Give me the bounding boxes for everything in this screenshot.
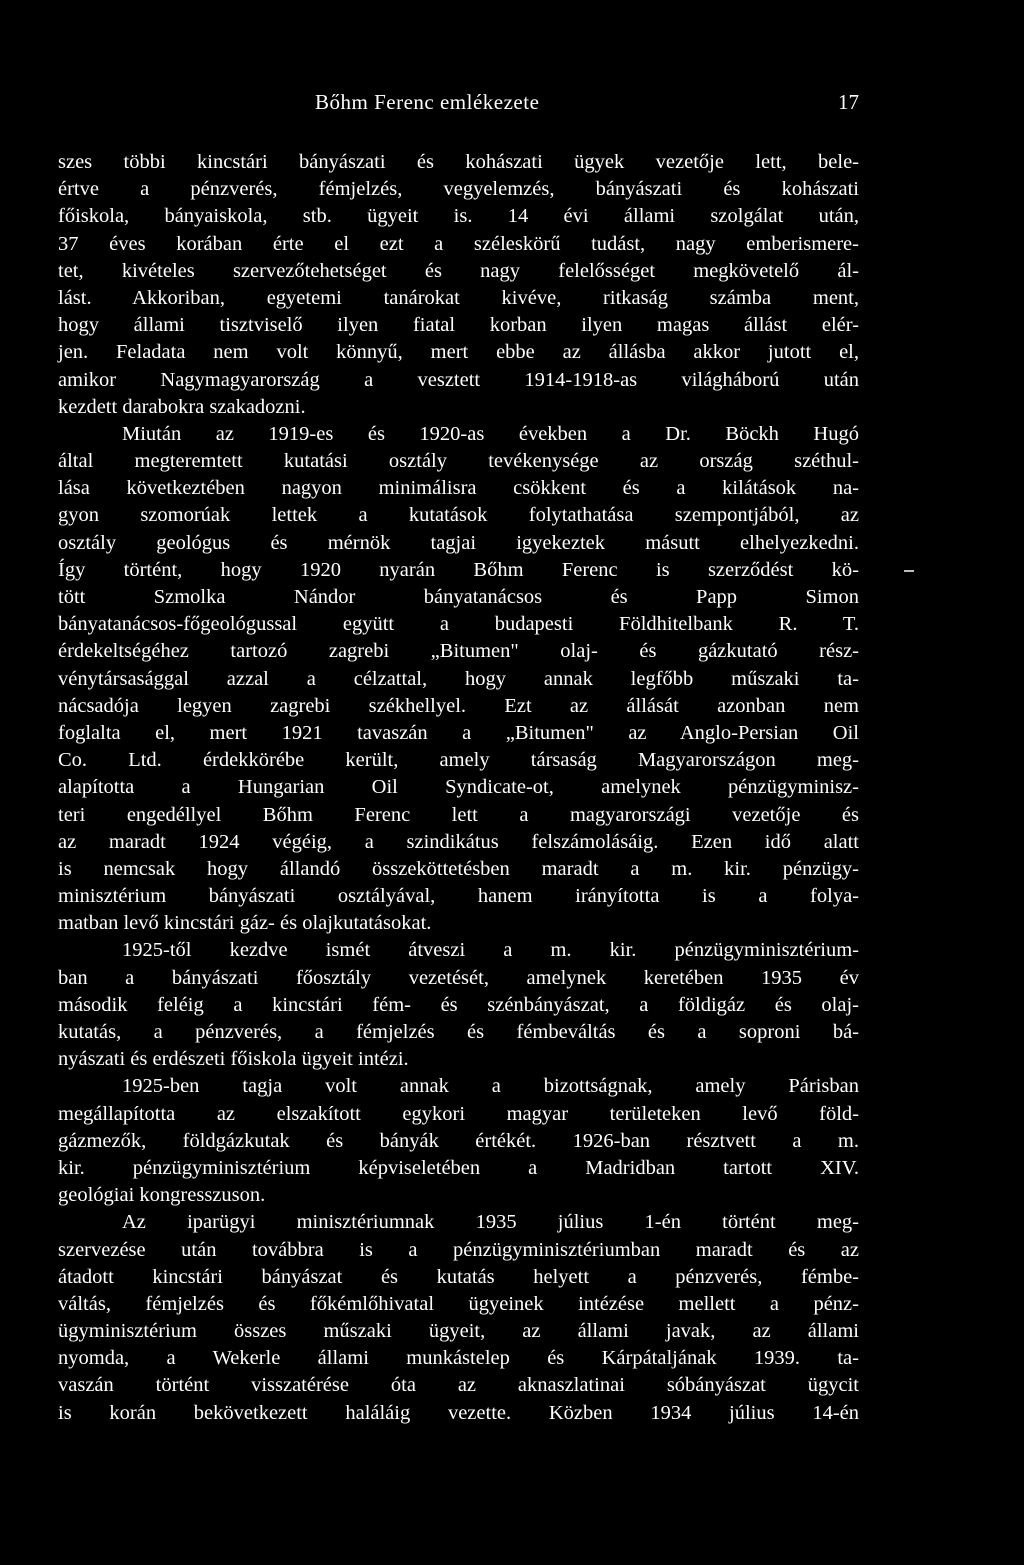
text-line: minisztérium bányászati osztályával, hanem irányította is a folya- bbox=[58, 885, 859, 908]
text-line: értve a pénzverés, fémjelzés, vegyelemzés, bányászati és kohászati bbox=[58, 178, 859, 201]
text-line: az maradt 1924 végéig, a szindikátus felszámolásáig. Ezen idő alatt bbox=[58, 830, 859, 853]
text-line: bányatanácsos-főgeológussal együtt a budapesti Földhitelbank R. T. bbox=[58, 613, 859, 636]
text-line: nyomda, a Wekerle állami munkástelep és Kárpátaljának 1939. ta- bbox=[58, 1347, 859, 1370]
text-line: foglalta el, mert 1921 tavaszán a „Bitumen" az Anglo-Persian Oil bbox=[58, 721, 859, 744]
text-line: teri engedéllyel Bőhm Ferenc lett a magyarországi vezetője és bbox=[58, 803, 859, 826]
text-line: kezdett darabokra szakadozni. bbox=[58, 395, 306, 418]
text-line: gyon szomorúak lettek a kutatások folytathatása szempontjából, az bbox=[58, 504, 859, 527]
text-line: ügyminisztérium összes műszaki ügyeit, az állami javak, az állami bbox=[58, 1320, 859, 1343]
text-line: szes többi kincstári bányászati és kohászati ügyek vezetője lett, bele- bbox=[58, 151, 859, 173]
text-line: 1925-ben tagja volt annak a bizottságnak, amely Párisban bbox=[122, 1075, 859, 1098]
text-line: Co. Ltd. érdekkörébe került, amely társaság Magyarországon meg- bbox=[58, 749, 859, 772]
text-line: alapította a Hungarian Oil Syndicate-ot, amelynek pénzügyminisz- bbox=[58, 776, 859, 799]
text-line: 37 éves korában érte el ezt a széleskörű tudást, nagy emberismere- bbox=[58, 232, 859, 255]
page-header bbox=[315, 90, 859, 118]
margin-dash-mark bbox=[904, 570, 914, 572]
text-line: kutatás, a pénzverés, a fémjelzés és fémbeváltás és a soproni bá- bbox=[58, 1021, 859, 1043]
text-line: gázmezők, földgázkutak és bányák értékét. 1926-ban résztvett a m. bbox=[58, 1129, 859, 1152]
text-line: kir. pénzügyminisztérium képviseletében a Madridban tartott XIV. bbox=[58, 1156, 859, 1179]
text-line: vaszán történt visszatérése óta az aknaszlatinai sóbányászat ügycit bbox=[58, 1374, 859, 1397]
text-line: ban a bányászati főosztály vezetését, amelynek keretében 1935 év bbox=[58, 966, 859, 989]
text-line: szervezése után továbbra is a pénzügyminisztériumban maradt és az bbox=[58, 1238, 859, 1261]
text-line: hogy állami tisztviselő ilyen fiatal korban ilyen magas állást elér- bbox=[58, 314, 859, 337]
text-line: geológiai kongresszuson. bbox=[58, 1184, 266, 1207]
text-line: Így történt, hogy 1920 nyarán Bőhm Ferenc is szerződést kö- bbox=[58, 558, 859, 581]
text-line: vénytársasággal azzal a célzattal, hogy annak legfőbb műszaki ta- bbox=[58, 667, 859, 690]
running-title: Bőhm Ferenc emlékezete bbox=[315, 90, 540, 114]
text-line: nácsadója legyen zagrebi székhellyel. Ezt az állását azonban nem bbox=[58, 694, 859, 717]
text-line: is nemcsak hogy állandó összeköttetésben maradt a m. kir. pénzügy- bbox=[58, 857, 859, 880]
text-line: matban levő kincstári gáz- és olajkutatásokat. bbox=[58, 912, 432, 935]
text-line: lása következtében nagyon minimálisra csökkent és a kilátások na- bbox=[58, 477, 859, 500]
text-line: tet, kivételes szervezőtehetséget és nagy felelősséget megkövetelő ál- bbox=[58, 259, 859, 282]
text-line: is korán bekövetkezett haláláig vezette. Közben 1934 július 14-én bbox=[58, 1401, 859, 1424]
text-line: átadott kincstári bányászat és kutatás helyett a pénzverés, fémbe- bbox=[58, 1265, 859, 1288]
page-number: 17 bbox=[838, 90, 859, 114]
text-line: második feléig a kincstári fém- és szénbányászat, a földigáz és olaj- bbox=[58, 993, 859, 1016]
text-line: által megteremtett kutatási osztály tevékenysége az ország széthul- bbox=[58, 450, 859, 473]
text-line: főiskola, bányaiskola, stb. ügyeit is. 14 évi állami szolgálat után, bbox=[58, 205, 859, 228]
text-line: váltás, fémjelzés és főkémlőhivatal ügyeinek intézése mellett a pénz- bbox=[58, 1292, 859, 1315]
body-text bbox=[58, 149, 859, 1427]
text-line: osztály geológus és mérnök tagjai igyekeztek másutt elhelyezkedni. bbox=[58, 531, 859, 554]
text-line: lást. Akkoriban, egyetemi tanárokat kivéve, ritkaság számba ment, bbox=[58, 286, 859, 309]
text-line: nyászati és erdészeti főiskola ügyeit intézi. bbox=[58, 1048, 409, 1071]
text-line: Miután az 1919-es és 1920-as években a Dr. Böckh Hugó bbox=[122, 422, 859, 445]
text-line: érdekeltségéhez tartozó zagrebi „Bitumen" olaj- és gázkutató rész- bbox=[58, 640, 859, 663]
text-line: 1925-től kezdve ismét átveszi a m. kir. pénzügyminisztérium- bbox=[122, 939, 859, 962]
text-line: tött Szmolka Nándor bányatanácsos és Papp Simon bbox=[58, 586, 859, 608]
text-line: jen. Feladata nem volt könnyű, mert ebbe az állásba akkor jutott el, bbox=[58, 341, 859, 364]
text-line: Az iparügyi minisztériumnak 1935 július 1-én történt meg- bbox=[122, 1211, 859, 1234]
text-line: amikor Nagymagyarország a vesztett 1914-1918-as világháború után bbox=[58, 368, 859, 391]
text-line: megállapította az elszakított egykori magyar területeken levő föld- bbox=[58, 1102, 859, 1125]
